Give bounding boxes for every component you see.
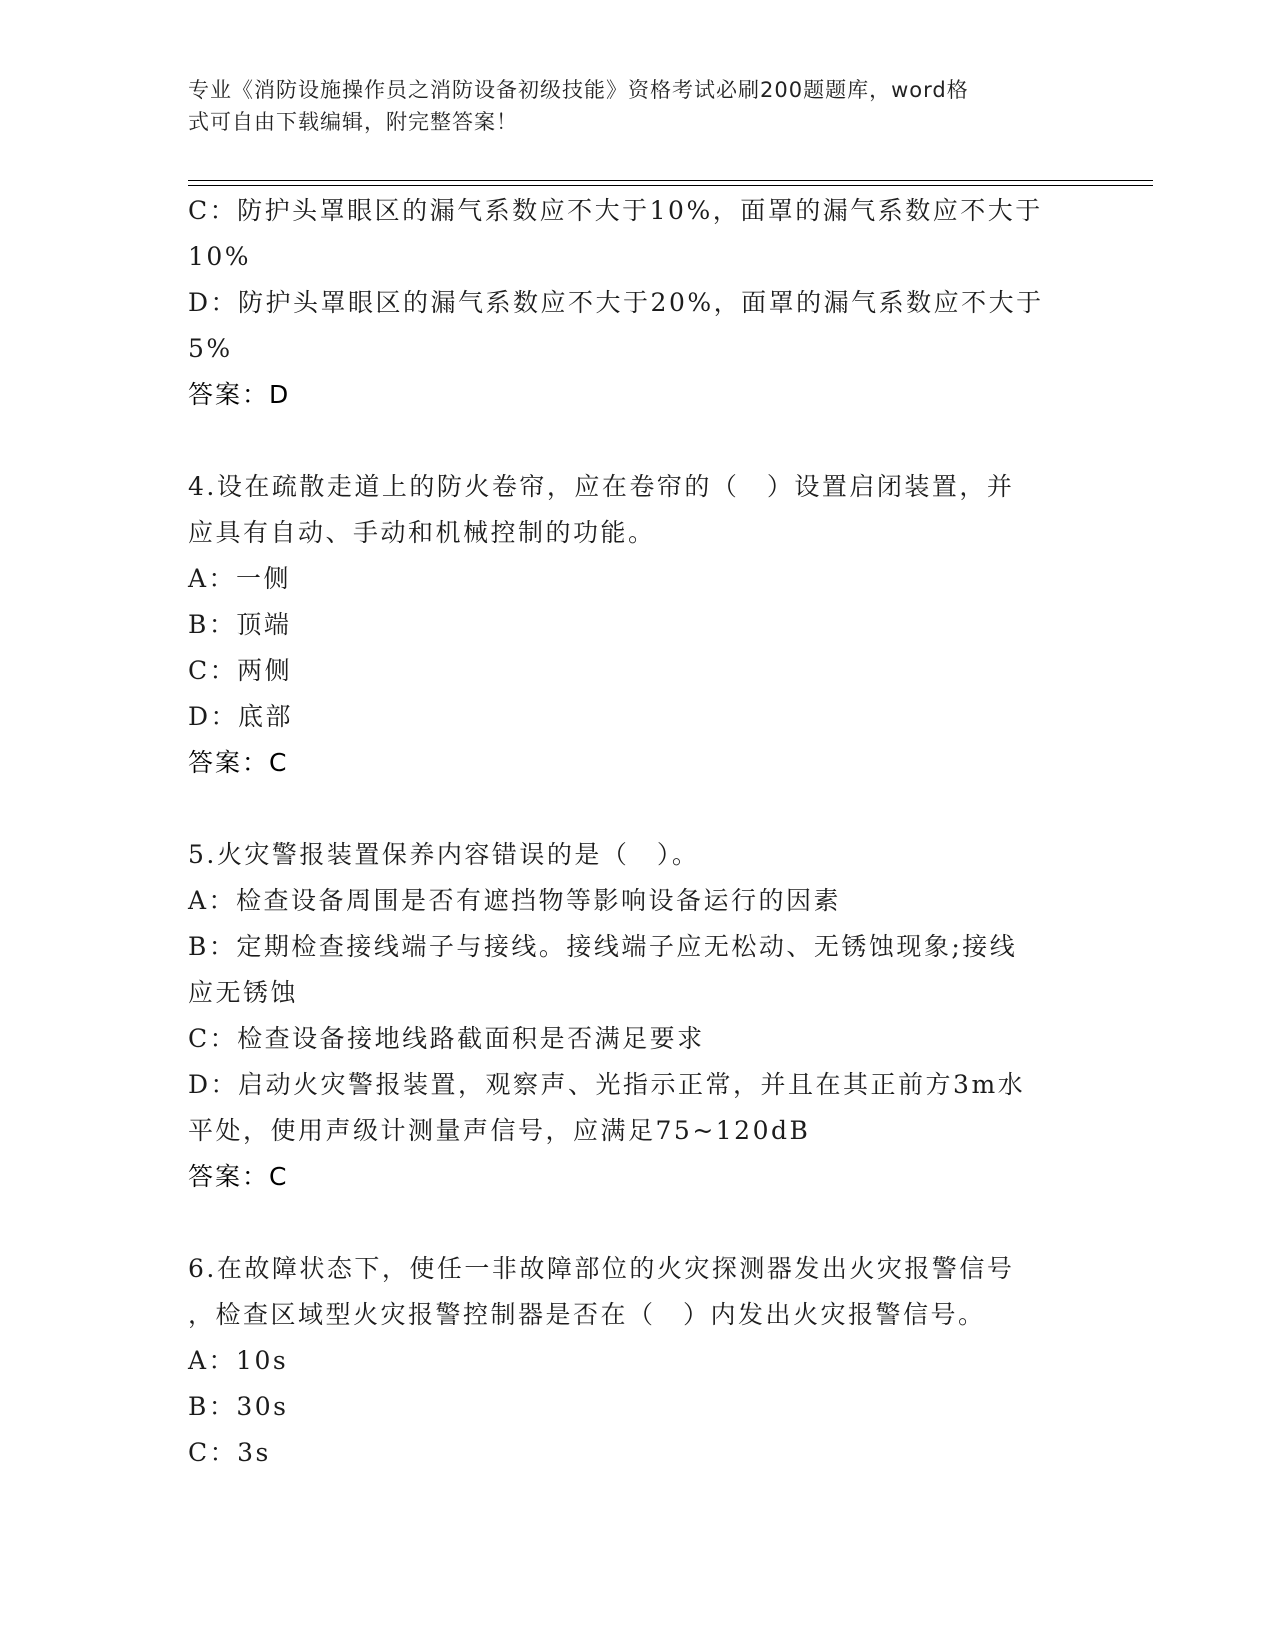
header-line-1: 专业《消防设施操作员之消防设备初级技能》资格考试必刷200题题库，word格 — [188, 78, 969, 102]
q5-option-a: A：检查设备周围是否有遮挡物等影响设备运行的因素 — [188, 886, 842, 915]
q4-option-b: B：顶端 — [188, 610, 292, 639]
spacer — [188, 786, 1068, 832]
document-header — [188, 74, 1068, 138]
q5-answer: 答案：C — [188, 1162, 289, 1191]
q3-option-d-line-2: 5% — [188, 334, 233, 363]
q4-option-a: A：一侧 — [188, 564, 292, 593]
q6-stem-line-1: 6.在故障状态下，使任一非故障部位的火灾探测器发出火灾报警信号 — [188, 1254, 1015, 1283]
header-divider-bottom — [188, 185, 1153, 186]
header-divider-top — [188, 180, 1153, 181]
q5-option-b-line-2: 应无锈蚀 — [188, 978, 299, 1007]
q5-stem: 5.火灾警报装置保养内容错误的是（ ）。 — [188, 840, 700, 869]
q4-option-d: D：底部 — [188, 702, 294, 731]
q6-stem-line-2: ，检查区域型火灾报警控制器是否在（ ）内发出火灾报警信号。 — [188, 1300, 986, 1329]
q5-option-d-line-1: D：启动火灾警报装置，观察声、光指示正常，并且在其正前方3m水 — [188, 1070, 1026, 1099]
q5-option-b-line-1: B：定期检查接线端子与接线。接线端子应无松动、无锈蚀现象;接线 — [188, 932, 1018, 961]
question-5 — [188, 832, 1068, 1200]
q3-answer: 答案：D — [188, 380, 291, 409]
q6-option-b: B：30s — [188, 1392, 289, 1421]
question-3-tail — [188, 188, 1068, 418]
q5-option-d-line-2: 平处，使用声级计测量声信号，应满足75~120dB — [188, 1116, 811, 1145]
header-line-2: 式可自由下载编辑，附完整答案！ — [188, 110, 518, 134]
question-6 — [188, 1246, 1068, 1476]
spacer — [188, 1200, 1068, 1246]
q3-option-d-line-1: D：防护头罩眼区的漏气系数应不大于20%，面罩的漏气系数应不大于 — [188, 288, 1044, 317]
document-body — [188, 188, 1068, 1476]
q4-option-c: C：两侧 — [188, 656, 293, 685]
q5-option-c: C：检查设备接地线路截面积是否满足要求 — [188, 1024, 705, 1053]
q4-answer: 答案：C — [188, 748, 289, 777]
q4-stem-line-1: 4.设在疏散走道上的防火卷帘，应在卷帘的（ ）设置启闭装置，并 — [188, 472, 1015, 501]
q3-option-c-line-1: C：防护头罩眼区的漏气系数应不大于10%，面罩的漏气系数应不大于 — [188, 196, 1043, 225]
spacer — [188, 418, 1068, 464]
question-4 — [188, 464, 1068, 786]
q6-option-a: A：10s — [188, 1346, 289, 1375]
q3-option-c-line-2: 10% — [188, 242, 252, 271]
q4-stem-line-2: 应具有自动、手动和机械控制的功能。 — [188, 518, 656, 547]
q6-option-c: C：3s — [188, 1438, 271, 1467]
